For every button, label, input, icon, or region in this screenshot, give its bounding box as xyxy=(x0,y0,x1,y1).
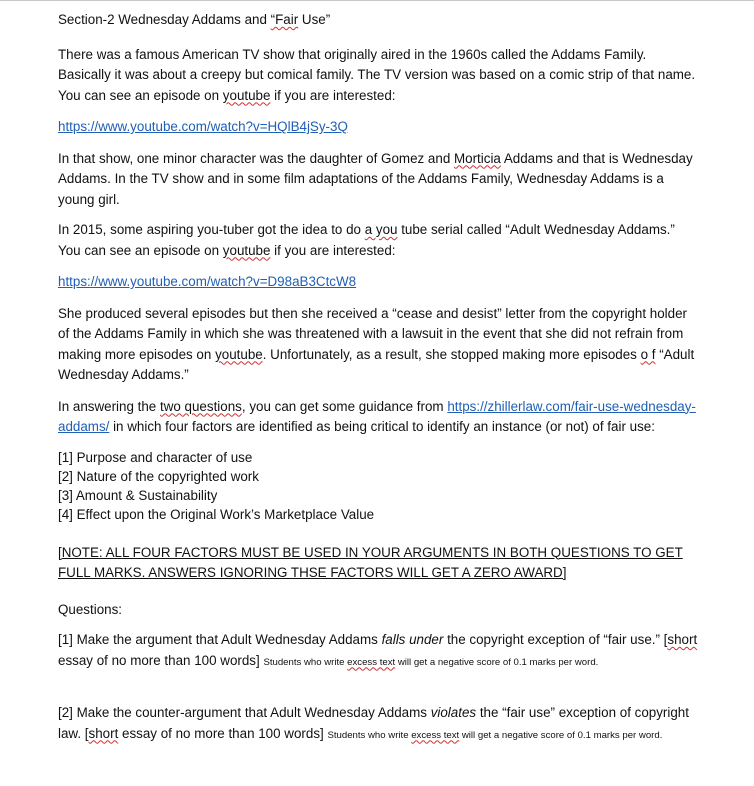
penalty-note: Students who write excess text will get a negative score of 0.1 marks per word. xyxy=(263,656,599,668)
factor-item: [2] Nature of the copyrighted work xyxy=(58,468,259,484)
spelling-flag: two questions xyxy=(159,398,242,414)
spelling-flag: short xyxy=(88,725,119,741)
link-row-1 xyxy=(58,117,698,138)
youtube-link-1[interactable]: https://www.youtube.com/watch?v=HQlB4jSy-3Q xyxy=(58,119,348,134)
spelling-flag: “Fair xyxy=(270,12,299,27)
zhillerlaw-link[interactable]: https://zhillerlaw.com/fair-use-wednesday-addams/ xyxy=(58,398,696,434)
spelling-flag: short xyxy=(667,632,698,647)
question-1: [1] Make the argument that Adult Wednesday Addams falls under the copyright exception of “fair use.” [short essay of no more than 100 words] Students who write excess text will get a negative score of 0.1 marks per word. xyxy=(58,632,698,668)
note: [NOTE: ALL FOUR FACTORS MUST BE USED IN YOUR ARGUMENTS IN BOTH QUESTIONS TO GET FULL MARKS. ANSWERS IGNORING THSE FACTORS WILL GET A ZERO AWARD] xyxy=(58,544,683,580)
link-row-2 xyxy=(58,272,698,293)
spelling-flag: Morticia xyxy=(454,150,501,166)
spelling-flag: a you xyxy=(364,222,398,237)
spelling-flag: youtube xyxy=(215,346,263,362)
paragraph-guidance: In answering the two questions, you can get some guidance from https://zhillerlaw.com/fair-use-wednesday-addams/ in which four factors are identified as being critical to identify an instance (or not) of fair use: xyxy=(58,398,696,434)
penalty-note: Students who write excess text will get a negative score of 0.1 marks per word. xyxy=(327,729,663,741)
spelling-flag: o f xyxy=(640,346,656,362)
spelling-flag: youtube xyxy=(222,87,271,103)
section-title: Section-2 Wednesday Addams and “Fair Use” xyxy=(58,12,331,27)
paragraph-intro: There was a famous American TV show that originally aired in the 1960s called the Addams Family. Basically it was about a creepy but comical family. The TV version was based on a comic strip of that name. You can see an episode on youtube if you are interested: xyxy=(58,46,696,103)
factor-item: [3] Amount & Sustainability xyxy=(58,487,218,503)
paragraph-cease-desist: She produced several episodes but then she received a “cease and desist” letter from the copyright holder of the Addams Family in which she was threatened with a lawsuit in the event that she did not refrain from making more episodes on youtube. Unfortunately, as a result, she stopped making more episodes o f “Adult Wednesday Addams.” xyxy=(58,305,695,382)
paragraph-character: In that show, one minor character was the daughter of Gomez and Morticia Addams and that is Wednesday Addams. In the TV show and in some film adaptations of the Addams Family, Wednesday Addams is a young girl. xyxy=(58,150,693,207)
spelling-flag: excess text xyxy=(411,729,460,741)
questions-label: Questions: xyxy=(58,601,123,617)
factor-item: [1] Purpose and character of use xyxy=(58,449,253,465)
document-page xyxy=(58,10,698,746)
page-top-border xyxy=(0,0,754,1)
factor-item: [4] Effect upon the Original Work’s Marketplace Value xyxy=(58,506,375,522)
youtube-link-2[interactable]: https://www.youtube.com/watch?v=D98aB3CtcW8 xyxy=(58,274,357,289)
factor-list xyxy=(58,448,698,524)
spelling-flag: excess text xyxy=(347,656,396,668)
question-2: [2] Make the counter-argument that Adult Wednesday Addams violates the “fair use” exception of copyright law. [short essay of no more than 100 words] Students who write excess text will get a negative score of 0.1 marks per word. xyxy=(58,705,689,741)
spelling-flag: youtube xyxy=(222,242,271,258)
paragraph-serial: In 2015, some aspiring you-tuber got the idea to do a you tube serial called “Adult Wednesday Addams.” You can see an episode on youtube if you are interested: xyxy=(58,222,675,258)
